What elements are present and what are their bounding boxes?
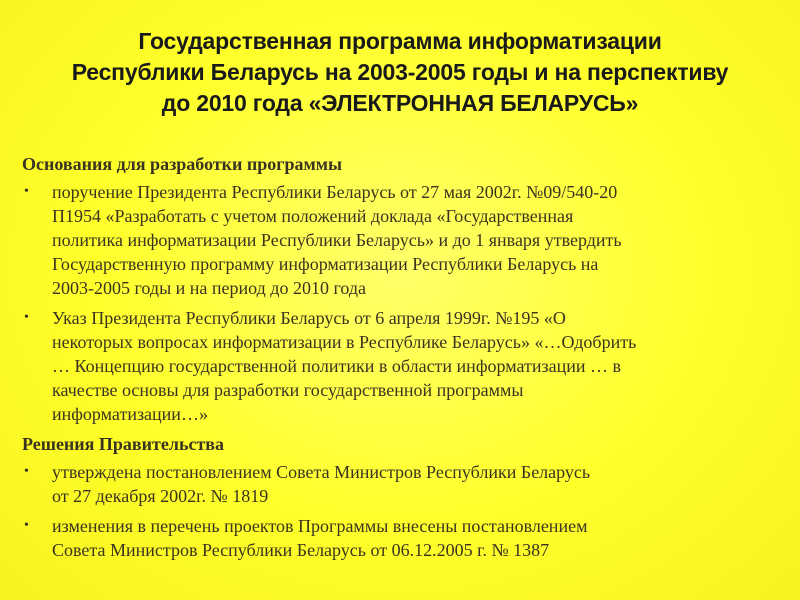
item-text-line: от 27 декабря 2002г. № 1819 <box>52 486 269 506</box>
section-heading: Основания для разработки программы <box>22 154 343 174</box>
bullet-list <box>22 180 782 426</box>
list-item <box>22 306 782 426</box>
item-text-line: П1954 «Разработать с учетом положений доклада «Государственная <box>52 206 574 226</box>
item-text-line: Указ Президента Республики Беларусь от 6 апреля 1999г. №195 «О <box>52 308 566 328</box>
bullet-list <box>22 460 782 562</box>
item-text-line: качестве основы для разработки государственной программы <box>52 380 524 400</box>
item-text-line: изменения в перечень проектов Программы внесены постановлением <box>52 516 588 536</box>
bullet-icon: • <box>24 464 29 479</box>
bullet-icon: • <box>24 310 29 325</box>
item-text-line: Совета Министров Республики Беларусь от 06.12.2005 г. № 1387 <box>52 540 550 560</box>
item-text-line: 2003-2005 годы и на период до 2010 года <box>52 278 367 298</box>
slide-title <box>0 26 800 119</box>
list-item <box>22 180 782 300</box>
section-heading: Решения Правительства <box>22 434 225 454</box>
item-text-line: политика информатизации Республики Беларусь» и до 1 января утвердить <box>52 230 622 250</box>
section-government-decisions <box>22 432 782 562</box>
title-line: Государственная программа информатизации <box>138 28 662 54</box>
bullet-icon: • <box>24 184 29 199</box>
item-text-line: информатизации…» <box>52 404 208 424</box>
item-text-line: некоторых вопросах информатизации в Республике Беларусь» «…Одобрить <box>52 332 637 352</box>
title-line: до 2010 года «ЭЛЕКТРОННАЯ БЕЛАРУСЬ» <box>161 90 639 116</box>
list-item <box>22 514 782 562</box>
item-text-line: поручение Президента Республики Беларусь от 27 мая 2002г. №09/540-20 <box>52 182 618 202</box>
item-text-line: утверждена постановлением Совета Министров Республики Беларусь <box>52 462 591 482</box>
item-text-line: … Концепцию государственной политики в области информатизации … в <box>52 356 621 376</box>
item-text-line: Государственную программу информатизации Республики Беларусь на <box>52 254 599 274</box>
slide-body <box>22 152 782 568</box>
title-line: Республики Беларусь на 2003-2005 годы и на перспективу <box>71 59 729 85</box>
section-grounds <box>22 152 782 426</box>
bullet-icon: • <box>24 518 29 533</box>
list-item <box>22 460 782 508</box>
